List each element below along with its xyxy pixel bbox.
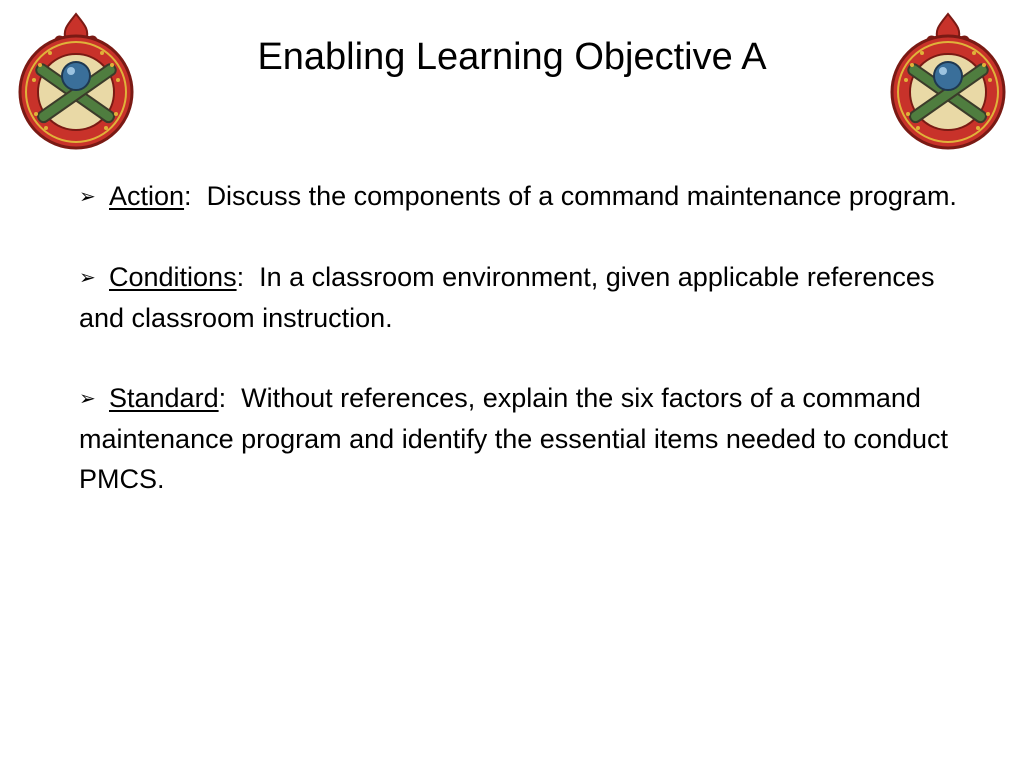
objective-action <box>79 176 979 217</box>
arrow-bullet-icon: ➢ <box>79 388 96 410</box>
objective-text: In a classroom environment, given applicable references and classroom instruction. <box>79 262 935 333</box>
ordnance-corps-emblem-icon <box>10 10 142 154</box>
term-separator: : <box>236 262 260 292</box>
ordnance-corps-emblem-icon <box>882 10 1014 154</box>
arrow-bullet-icon: ➢ <box>79 267 96 289</box>
term-separator: : <box>218 383 242 413</box>
objective-text: Without references, explain the six factors of a command maintenance program and identify the essential items needed to conduct PMCS. <box>79 383 949 494</box>
term-conditions: Conditions <box>109 262 237 292</box>
term-separator: : <box>184 181 207 211</box>
term-standard: Standard <box>109 383 219 413</box>
objective-list <box>79 176 979 539</box>
term-action: Action <box>109 181 185 211</box>
arrow-bullet-icon: ➢ <box>79 186 96 208</box>
objective-conditions <box>79 257 979 338</box>
ordnance-emblem-right <box>882 10 1014 154</box>
slide-title: Enabling Learning Objective A <box>257 36 767 78</box>
objective-text: Discuss the components of a command maintenance program. <box>206 181 957 211</box>
ordnance-emblem-left <box>10 10 142 154</box>
objective-standard <box>79 378 979 499</box>
